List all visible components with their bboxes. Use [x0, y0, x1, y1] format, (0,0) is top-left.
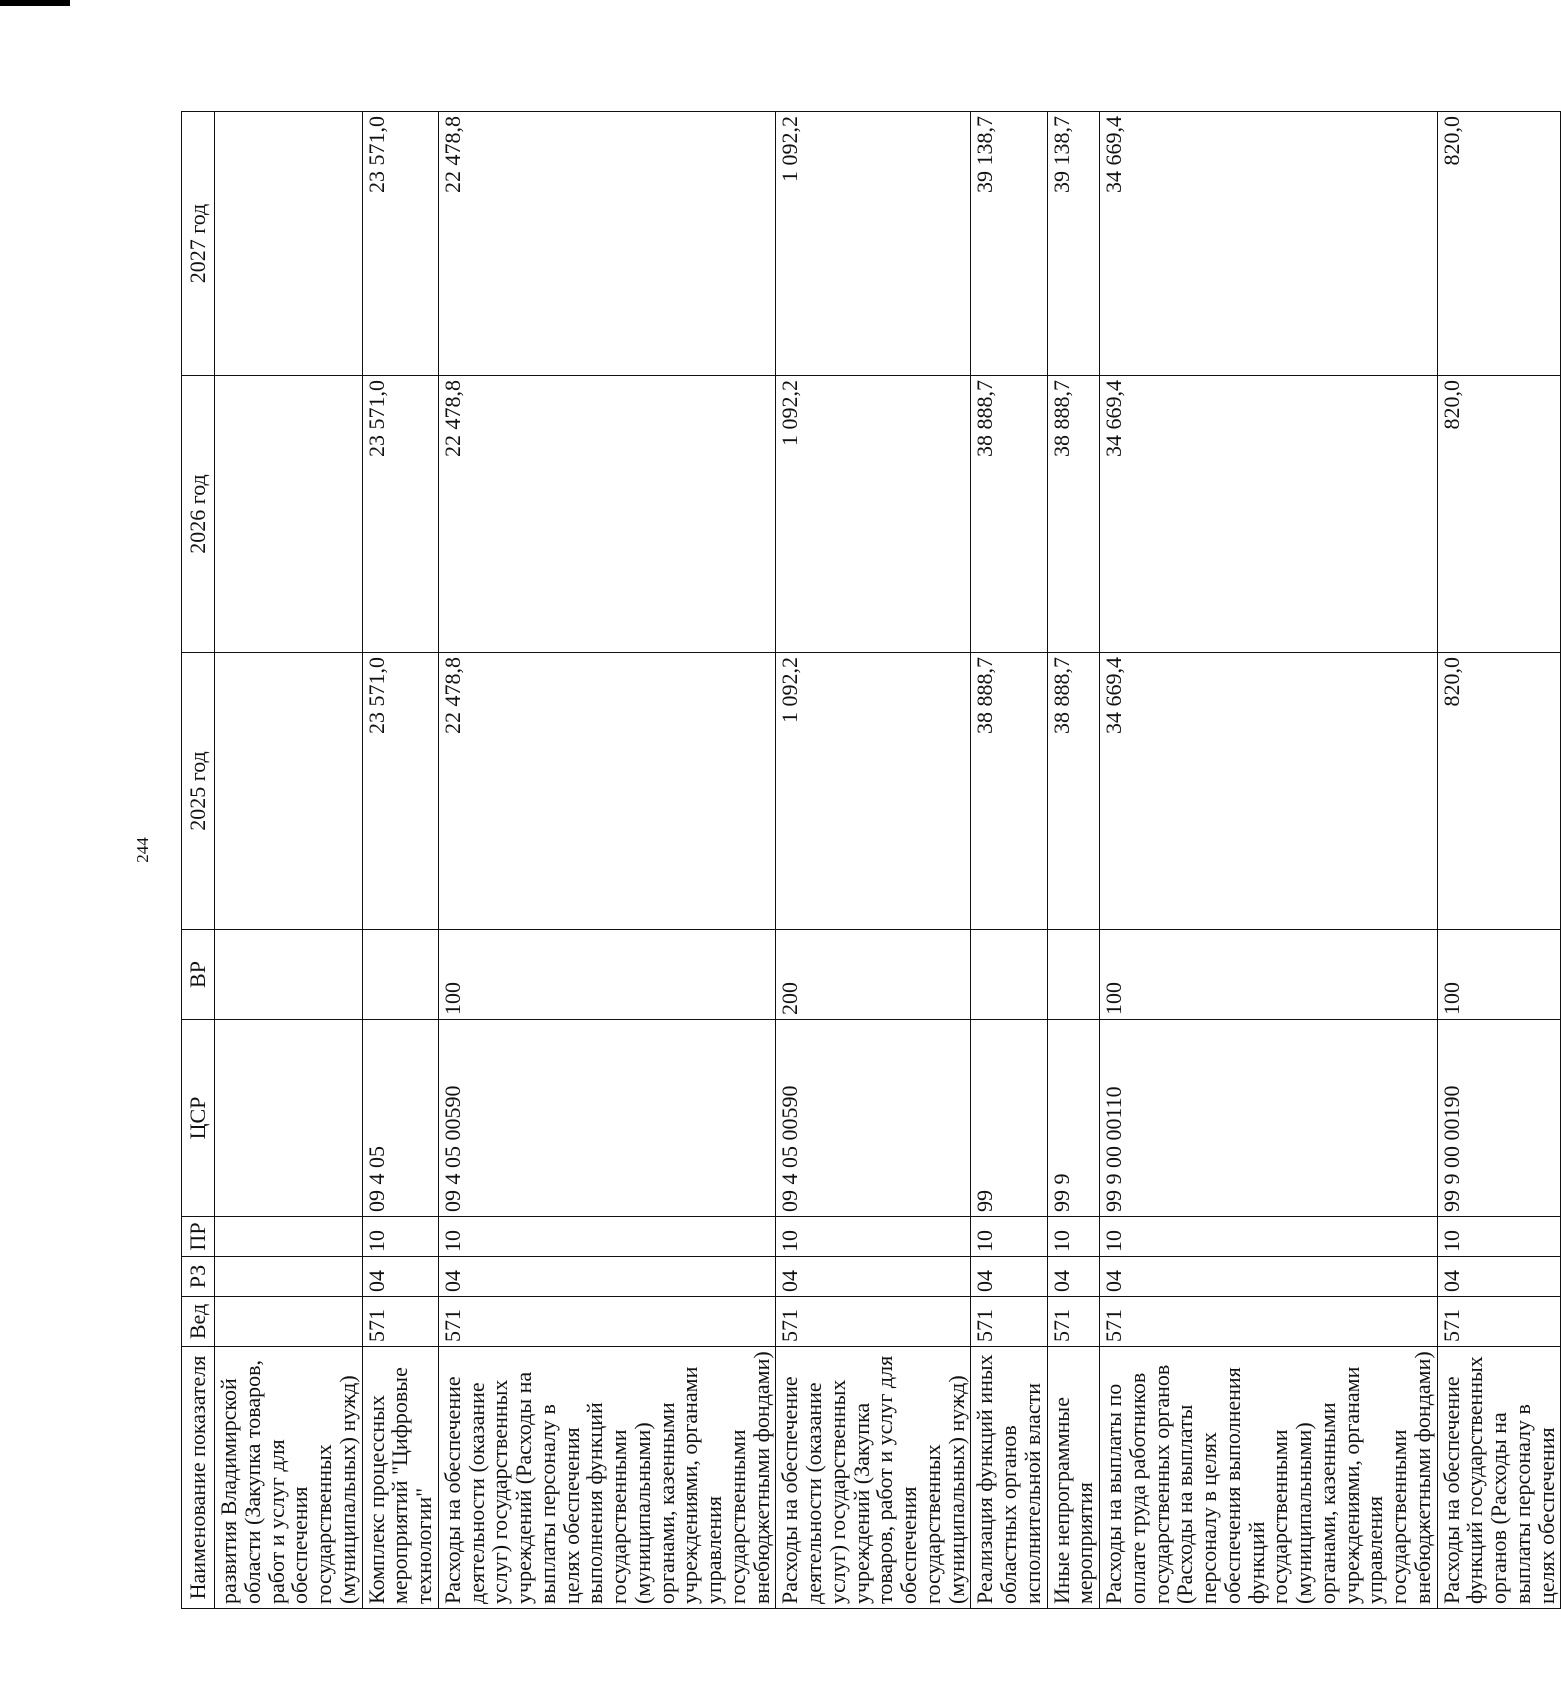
cell-csr: 99 [971, 1020, 1047, 1217]
cell-2025: 34 669,4 [1100, 653, 1438, 930]
table-row [776, 112, 971, 1609]
table-row [362, 112, 438, 1609]
page-number: 244 [133, 837, 152, 863]
header-csr: ЦСР [182, 1020, 215, 1217]
cell-2025: 1 092,2 [776, 653, 971, 930]
cell-2026: 38 888,7 [1047, 376, 1100, 653]
cell-pr [215, 1217, 363, 1257]
cell-ved: 571 [971, 1297, 1047, 1347]
table-row [438, 112, 776, 1609]
cell-vr: 200 [776, 930, 971, 1020]
cell-2027 [215, 112, 363, 376]
cell-rz: 04 [362, 1257, 438, 1297]
cell-name: Расходы на обеспечение функций государственных органов (Расходы на выплаты персоналу в целях обеспечения [1437, 1347, 1561, 1609]
cell-ved: 571 [438, 1297, 776, 1347]
cell-name: Комплекс процессных мероприятий "Цифровые технологии" [362, 1347, 438, 1609]
table-row [1047, 112, 1100, 1609]
cell-ved: 571 [362, 1297, 438, 1347]
cell-name: Расходы на обеспечение деятельности (оказание услуг) государственных учреждений (Расходы на выплаты персоналу в целях обеспечения выполнения функций государственными (муниципальными) органами, казенными учреждениями, органами управления государственными внебюджетными фондами) [438, 1347, 776, 1609]
header-2027: 2027 год [182, 112, 215, 376]
cell-vr [1047, 930, 1100, 1020]
cell-2027: 23 571,0 [362, 112, 438, 376]
header-vr: ВР [182, 930, 215, 1020]
cell-vr [362, 930, 438, 1020]
cell-2027: 39 138,7 [1047, 112, 1100, 376]
cell-vr: 100 [1437, 930, 1561, 1020]
table-row [215, 112, 363, 1609]
cell-rz: 04 [776, 1257, 971, 1297]
cell-rz [215, 1257, 363, 1297]
header-2025: 2025 год [182, 653, 215, 930]
header-pr: ПР [182, 1217, 215, 1257]
cell-name: Расходы на обеспечение деятельности (оказание услуг) государственных учреждений (Закупка товаров, работ и услуг для обеспечения государственных (муниципальных) нужд) [776, 1347, 971, 1609]
cell-name: Реализация функций иных областных органов исполнительной власти [971, 1347, 1047, 1609]
cell-name: Иные непрограммные мероприятия [1047, 1347, 1100, 1609]
budget-table [181, 111, 1561, 1609]
scan-edge-line [0, 0, 70, 6]
cell-csr: 09 4 05 [362, 1020, 438, 1217]
cell-pr: 10 [971, 1217, 1047, 1257]
cell-2026: 38 888,7 [971, 376, 1047, 653]
cell-csr: 09 4 05 00590 [776, 1020, 971, 1217]
cell-rz: 04 [1100, 1257, 1438, 1297]
cell-2026: 23 571,0 [362, 376, 438, 653]
cell-ved: 571 [1100, 1297, 1438, 1347]
cell-name: развития Владимирской области (Закупка товаров, работ и услуг для обеспечения государственных (муниципальных) нужд) [215, 1347, 363, 1609]
cell-pr: 10 [776, 1217, 971, 1257]
cell-2027: 22 478,8 [438, 112, 776, 376]
cell-vr [971, 930, 1047, 1020]
cell-rz: 04 [1437, 1257, 1561, 1297]
cell-csr [215, 1020, 363, 1217]
cell-rz: 04 [438, 1257, 776, 1297]
cell-2025 [215, 653, 363, 930]
cell-2025: 820,0 [1437, 653, 1561, 930]
cell-pr: 10 [1047, 1217, 1100, 1257]
cell-2026: 34 669,4 [1100, 376, 1438, 653]
header-2026: 2026 год [182, 376, 215, 653]
table-header-row [182, 112, 215, 1609]
cell-2027: 1 092,2 [776, 112, 971, 376]
table-row [971, 112, 1047, 1609]
header-rz: РЗ [182, 1257, 215, 1297]
cell-2025: 22 478,8 [438, 653, 776, 930]
cell-2026: 22 478,8 [438, 376, 776, 653]
cell-2027: 39 138,7 [971, 112, 1047, 376]
cell-vr: 100 [1100, 930, 1438, 1020]
cell-2025: 38 888,7 [971, 653, 1047, 930]
table-row [1437, 112, 1561, 1609]
cell-pr: 10 [362, 1217, 438, 1257]
cell-rz: 04 [971, 1257, 1047, 1297]
rotated-table-container [181, 112, 1559, 1609]
header-ved: Вед [182, 1297, 215, 1347]
cell-csr: 99 9 00 00190 [1437, 1020, 1561, 1217]
cell-rz: 04 [1047, 1257, 1100, 1297]
cell-csr: 09 4 05 00590 [438, 1020, 776, 1217]
cell-name: Расходы на выплаты по оплате труда работников государственных органов (Расходы на выплаты персоналу в целях обеспечения выполнения функций государственными (муниципальными) органами, казенными учреждениями, органами управления государственными внебюджетными фондами) [1100, 1347, 1438, 1609]
cell-pr: 10 [438, 1217, 776, 1257]
cell-2027: 820,0 [1437, 112, 1561, 376]
cell-csr: 99 9 [1047, 1020, 1100, 1217]
cell-vr: 100 [438, 930, 776, 1020]
table-row [1100, 112, 1438, 1609]
cell-pr: 10 [1437, 1217, 1561, 1257]
cell-ved: 571 [1047, 1297, 1100, 1347]
cell-ved [215, 1297, 363, 1347]
cell-ved: 571 [776, 1297, 971, 1347]
cell-2025: 38 888,7 [1047, 653, 1100, 930]
cell-pr: 10 [1100, 1217, 1438, 1257]
cell-csr: 99 9 00 00110 [1100, 1020, 1438, 1217]
cell-2026: 820,0 [1437, 376, 1561, 653]
cell-ved: 571 [1437, 1297, 1561, 1347]
cell-2027: 34 669,4 [1100, 112, 1438, 376]
cell-2025: 23 571,0 [362, 653, 438, 930]
cell-2026 [215, 376, 363, 653]
cell-2026: 1 092,2 [776, 376, 971, 653]
cell-vr [215, 930, 363, 1020]
header-name: Наименование показателя [182, 1347, 215, 1609]
